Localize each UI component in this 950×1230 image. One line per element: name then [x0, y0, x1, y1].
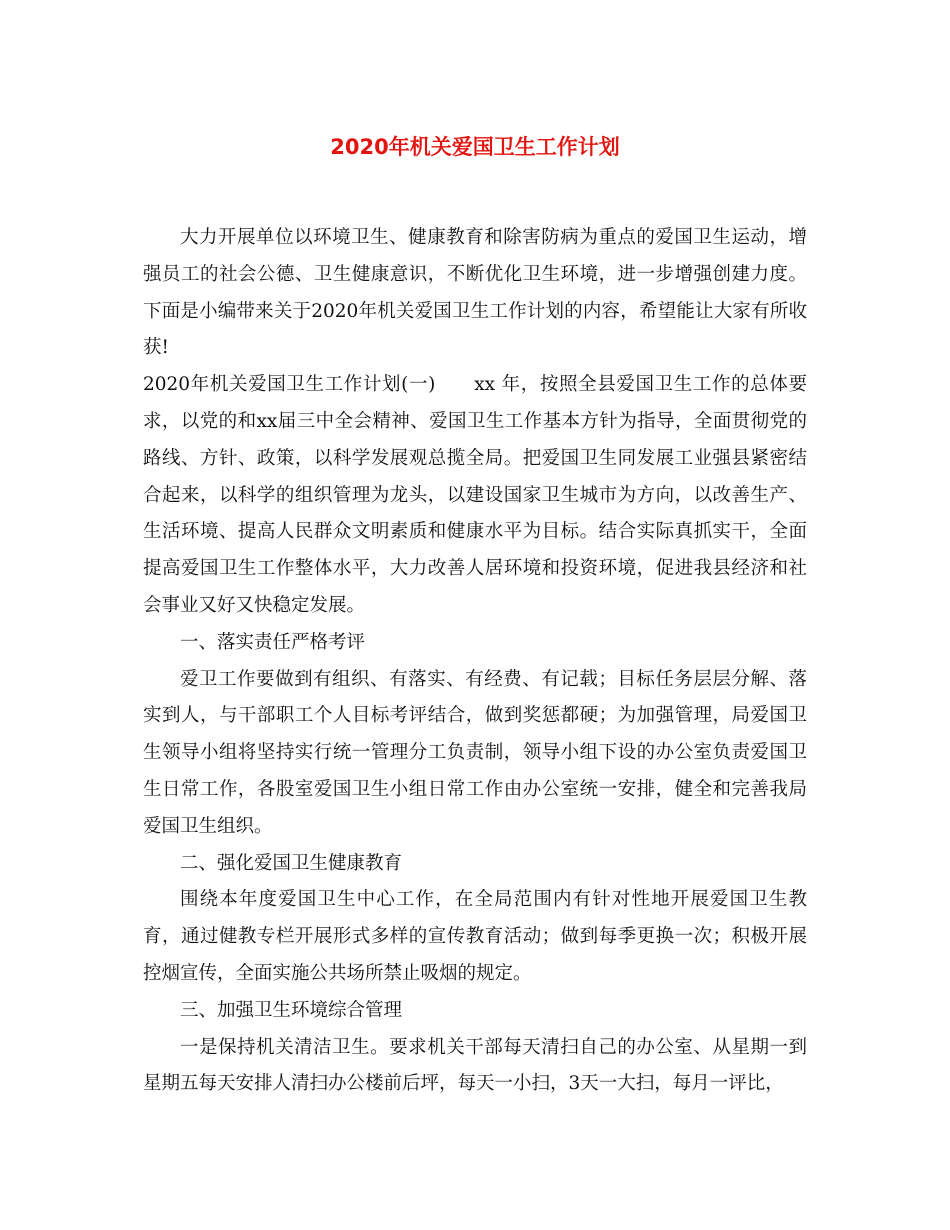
section-body-1: 爱卫工作要做到有组织、有落实、有经费、有记载；目标任务层层分解、落实到人，与干部职工个人目标考评结合，做到奖惩都硬；为加强管理，局爱国卫生领导小组将坚持实行统一管理分工负责制，领导小组下设的办公室负责爱国卫生日常工作，各股室爱国卫生小组日常工作由办公室统一安排，健全和完善我局爱国卫生组织。 [143, 668, 807, 837]
intro-paragraph: 大力开展单位以环境卫生、健康教育和除害防病为重点的爱国卫生运动，增强员工的社会公德、卫生健康意识，不断优化卫生环境，进一步增强创建力度。下面是小编带来关于2020年机关爱国卫生工作计划的内容，希望能让大家有所收获! [143, 227, 807, 359]
document-title: 2020年机关爱国卫生工作计划 [330, 135, 620, 159]
document-body [143, 220, 807, 1103]
plan-one-paragraph: 2020年机关爱国卫生工作计划(一) xx 年，按照全县爱国卫生工作的总体要求，以党的和xx届三中全会精神、爱国卫生工作基本方针为指导，全面贯彻党的路线、方针、政策，以科学发展观总揽全局。把爱国卫生同发展工业强县紧密结合起来，以科学的组织管理为龙头，以建设国家卫生城市为方向，以改善生产、生活环境、提高人民群众文明素质和健康水平为目标。结合实际真抓实干，全面提高爱国卫生工作整体水平，大力改善人居环境和投资环境，促进我县经济和社会事业又好又快稳定发展。 [143, 374, 807, 616]
section-body-3: 一是保持机关清洁卫生。要求机关干部每天清扫自己的办公室、从星期一到星期五每天安排人清扫办公楼前后坪，每天一小扫，3天一大扫，每月一评比， [143, 1036, 807, 1095]
section-heading-1: 一、落实责任严格考评 [180, 631, 366, 653]
section-body-2: 围绕本年度爱国卫生中心工作，在全局范围内有针对性地开展爱国卫生教育，通过健教专栏开展形式多样的宣传教育活动；做到每季更换一次；积极开展控烟宣传，全面实施公共场所禁止吸烟的规定。 [143, 889, 807, 984]
section-heading-2: 二、强化爱国卫生健康教育 [180, 852, 403, 874]
section-heading-3: 三、加强卫生环境综合管理 [180, 999, 403, 1021]
